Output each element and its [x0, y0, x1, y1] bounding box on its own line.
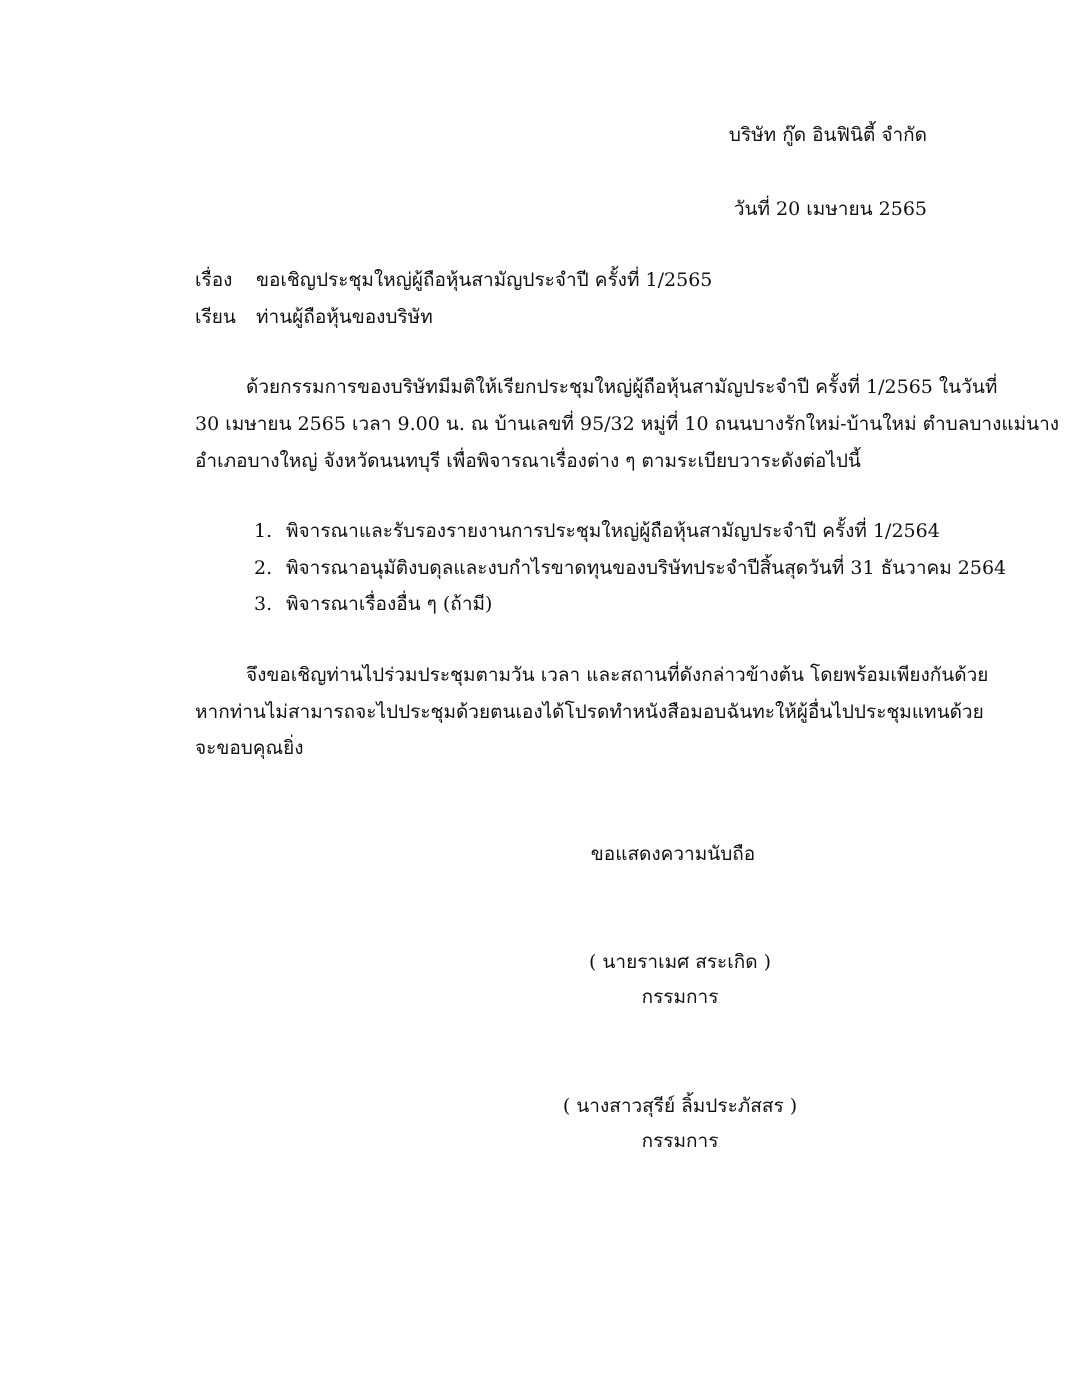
signatory-title: กรรมการ: [641, 1130, 719, 1152]
agenda-item: พิจารณาอนุมัติงบดุลและงบกำไรขาดทุนของบริษัทประจำปีสิ้นสุดวันที่ 31 ธันวาคม 2564: [286, 557, 1007, 579]
company-name: บริษัท กู๊ด อินฟินิตี้ จำกัด: [728, 124, 927, 146]
closing-line-3: จะขอบคุณยิ่ง: [195, 737, 304, 759]
letter-date: วันที่ 20 เมษายน 2565: [733, 198, 927, 220]
agenda-number: 3.: [254, 593, 273, 615]
salutation: ขอแสดงความนับถือ: [590, 843, 756, 865]
intro-line-1: ด้วยกรรมการของบริษัทมีมติให้เรียกประชุมใหญ่ผู้ถือหุ้นสามัญประจำปี ครั้งที่ 1/2565 ในวันที่: [246, 376, 998, 398]
recipient-text: ท่านผู้ถือหุ้นของบริษัท: [256, 306, 433, 328]
signatory-name: ( นายราเมศ สระเกิด ): [588, 951, 772, 973]
closing-line-1: จึงขอเชิญท่านไปร่วมประชุมตามวัน เวลา และสถานที่ดังกล่าวข้างต้น โดยพร้อมเพียงกันด้วย: [246, 664, 989, 686]
recipient-label: เรียน: [195, 306, 236, 328]
subject-text: ขอเชิญประชุมใหญ่ผู้ถือหุ้นสามัญประจำปี ครั้งที่ 1/2565: [256, 269, 713, 291]
closing-line-2: หากท่านไม่สามารถจะไปประชุมด้วยตนเองได้โปรดทำหนังสือมอบฉันทะให้ผู้อื่นไปประชุมแทนด้วย: [195, 701, 984, 723]
subject-label: เรื่อง: [195, 269, 233, 291]
agenda-item: พิจารณาและรับรองรายงานการประชุมใหญ่ผู้ถือหุ้นสามัญประจำปี ครั้งที่ 1/2564: [286, 520, 940, 542]
signatory-name: ( นางสาวสุรีย์ ลิ้มประภัสสร ): [562, 1095, 798, 1117]
agenda-number: 1.: [254, 520, 273, 542]
agenda-item: พิจารณาเรื่องอื่น ๆ (ถ้ามี): [286, 593, 493, 615]
intro-line-2: 30 เมษายน 2565 เวลา 9.00 น. ณ บ้านเลขที่ 95/32 หมู่ที่ 10 ถนนบางรักใหม่-บ้านใหม่ ตำบลบางแม่นาง: [195, 413, 1060, 435]
agenda-number: 2.: [254, 557, 273, 579]
intro-line-3: อำเภอบางใหญ่ จังหวัดนนทบุรี เพื่อพิจารณาเรื่องต่าง ๆ ตามระเบียบวาระดังต่อไปนี้: [195, 450, 861, 472]
signatory-title: กรรมการ: [641, 986, 719, 1008]
